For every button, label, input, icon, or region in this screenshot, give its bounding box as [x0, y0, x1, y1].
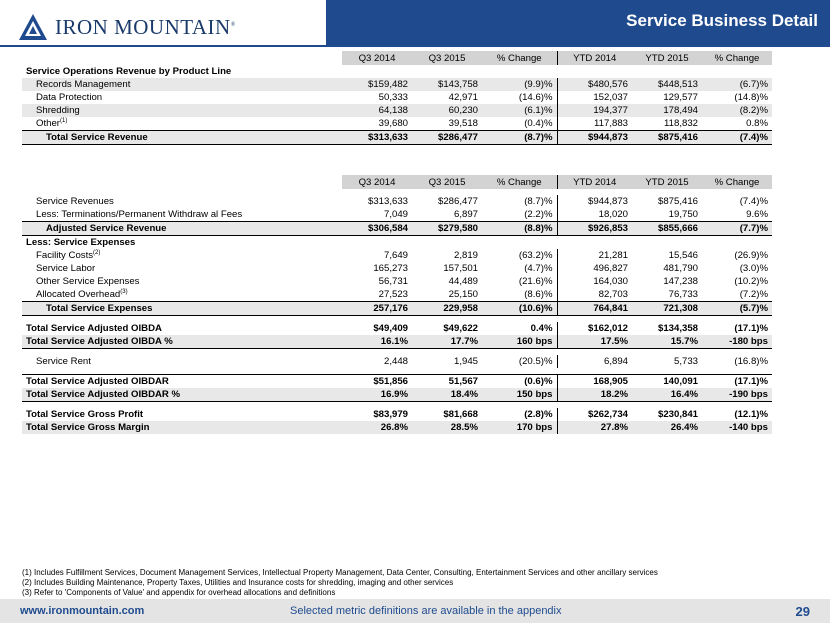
cell: (16.8)% [734, 356, 768, 367]
cell: (10.2)% [734, 276, 768, 287]
cell: 164,030 [593, 276, 628, 287]
table-row [22, 355, 772, 368]
table-row [22, 117, 772, 131]
cell: (0.6)% [482, 375, 557, 389]
oibda-pct-row [22, 335, 772, 349]
cell: $230,841 [657, 409, 698, 420]
table-row [22, 195, 772, 208]
cell: (7.2)% [739, 289, 768, 300]
section-title: Service Operations Revenue by Product Line [26, 66, 232, 77]
oibdar-row [22, 375, 772, 389]
cell: (17.1)% [702, 375, 772, 389]
cell: (4.7)% [482, 262, 557, 275]
cell: 17.5% [557, 335, 632, 349]
section-title: Less: Service Expenses [26, 237, 136, 248]
cell: $162,012 [587, 323, 628, 334]
cell: (3.0)% [739, 263, 768, 274]
footnotes [22, 568, 658, 598]
cell: 118,832 [664, 118, 698, 129]
cell: 64,138 [342, 104, 412, 117]
footnote: (3) Refer to 'Components of Value' and appendix for overhead allocations and definitions [22, 588, 336, 597]
row-label: Total Service Revenue [22, 131, 342, 145]
cell: (5.7)% [702, 302, 772, 316]
cell: 229,958 [412, 302, 482, 316]
table-row [22, 288, 772, 302]
row-label: Total Service Adjusted OIBDAR [22, 375, 342, 389]
column-header: Q3 2015 [412, 175, 482, 189]
cell: 165,273 [373, 263, 408, 274]
cell: 26.8% [342, 421, 412, 434]
oibdar-pct-row [22, 388, 772, 402]
product-line-revenue-table [22, 51, 772, 145]
cell: $286,477 [412, 131, 482, 145]
cell: 15.7% [632, 335, 702, 349]
column-header: % Change [702, 51, 772, 65]
row-label: Service Labor [36, 263, 96, 274]
column-header: % Change [482, 51, 557, 65]
cell: (12.1)% [734, 409, 768, 420]
cell: (8.2)% [702, 104, 772, 117]
cell: $49,622 [443, 323, 478, 334]
cell: 6,897 [453, 209, 478, 220]
cell: 170 bps [482, 421, 557, 434]
title-banner [326, 0, 830, 45]
cell: (14.8)% [734, 92, 768, 103]
cell: (10.6)% [482, 302, 557, 316]
cell: 18,020 [598, 209, 628, 220]
row-label: Facility Costs$^{(2)}$ [36, 249, 101, 261]
cell: 2,819 [453, 250, 478, 261]
cell: (2.8)% [482, 408, 557, 421]
gross-margin-row [22, 421, 772, 434]
cell: (7.4)% [702, 131, 772, 145]
cell: 21,281 [598, 250, 628, 261]
cell: 39,518 [448, 118, 478, 129]
cell: -140 bps [702, 421, 772, 434]
row-label: Service Revenues [36, 196, 114, 207]
cell: $313,633 [342, 131, 412, 145]
row-label: Total Service Adjusted OIBDA [26, 323, 162, 334]
mountain-logo-icon [18, 12, 48, 42]
cell: 7,649 [383, 250, 408, 261]
cell: (6.7)% [702, 78, 772, 91]
cell: 27.8% [557, 421, 632, 434]
cell: 764,841 [557, 302, 632, 316]
cell: (8.7)% [482, 131, 557, 145]
cell: (2.2)% [482, 208, 557, 222]
total-row [22, 131, 772, 145]
cell: $944,873 [557, 131, 632, 145]
footer-bar [0, 599, 830, 623]
table-row [22, 262, 772, 275]
header-divider [0, 45, 830, 47]
cell: (8.8)% [482, 222, 557, 236]
oibda-row [22, 322, 772, 335]
subtotal-row [22, 222, 772, 236]
column-header: % Change [702, 175, 772, 189]
cell: -190 bps [702, 388, 772, 402]
subtotal-row [22, 302, 772, 316]
cell: $81,668 [443, 409, 478, 420]
table-row [22, 104, 772, 117]
website-link[interactable]: www.ironmountain.com [20, 605, 145, 617]
table-row [22, 78, 772, 91]
cell: (17.1)% [734, 323, 768, 334]
footnote: (2) Includes Building Maintenance, Property Taxes, Utilities and Insurance costs for shredding, imaging and other services [22, 578, 454, 587]
footer-note: Selected metric definitions are available in the appendix [290, 605, 562, 617]
cell: 28.5% [412, 421, 482, 434]
cell: 56,731 [378, 276, 408, 287]
cell: 44,489 [448, 276, 478, 287]
cell: $83,979 [373, 409, 408, 420]
cell: (26.9)% [734, 250, 768, 261]
cell: (14.6)% [482, 91, 557, 104]
cell: 168,905 [557, 375, 632, 389]
cell: $143,758 [412, 78, 482, 91]
cell: $49,409 [373, 323, 408, 334]
cell: 18.4% [412, 388, 482, 402]
row-label: Adjusted Service Revenue [22, 222, 342, 236]
column-header: YTD 2015 [632, 175, 702, 189]
cell: 0.4% [482, 322, 557, 335]
cell: 9.6% [746, 209, 768, 220]
cell: 140,091 [632, 375, 702, 389]
table-row [22, 91, 772, 104]
row-label: Less: Terminations/Permanent Withdraw al Fees [36, 209, 243, 220]
cell: 257,176 [342, 302, 412, 316]
cell: 157,501 [443, 263, 478, 274]
row-label: Service Rent [36, 356, 91, 367]
cell: 117,883 [594, 118, 628, 129]
cell: $944,873 [587, 196, 628, 207]
table-header-row [22, 175, 772, 189]
cell: $855,666 [632, 222, 702, 236]
cell: 51,567 [412, 375, 482, 389]
cell: $448,513 [632, 78, 702, 91]
cell: 481,790 [663, 263, 698, 274]
cell: $926,853 [557, 222, 632, 236]
cell: (21.6)% [482, 275, 557, 288]
cell: 19,750 [668, 209, 698, 220]
cell: $286,477 [437, 196, 478, 207]
cell: 25,150 [448, 289, 478, 300]
cell: 15,546 [668, 250, 698, 261]
cell: 39,680 [378, 118, 408, 129]
row-label: Shredding [22, 104, 342, 117]
cell: 178,494 [632, 104, 702, 117]
cell: 18.2% [557, 388, 632, 402]
row-label: Total Service Gross Margin [22, 421, 342, 434]
cell: $313,633 [367, 196, 408, 207]
section-title-row [22, 236, 772, 250]
cell: 26.4% [632, 421, 702, 434]
column-header: % Change [482, 175, 557, 189]
cell: $262,734 [587, 409, 628, 420]
row-label: Total Service Adjusted OIBDA % [22, 335, 342, 349]
cell: 76,733 [668, 289, 698, 300]
row-label: Other$^{(1)}$ [36, 117, 68, 129]
cell: 152,037 [593, 92, 628, 103]
cell: 16.1% [342, 335, 412, 349]
cell: 721,308 [632, 302, 702, 316]
cell: 42,971 [448, 92, 478, 103]
cell: $306,584 [342, 222, 412, 236]
cell: (0.4)% [482, 117, 557, 131]
cell: 27,523 [378, 289, 408, 300]
row-label: Total Service Gross Profit [26, 409, 144, 420]
cell: 150 bps [482, 388, 557, 402]
cell: $51,856 [342, 375, 412, 389]
cell: $134,358 [657, 323, 698, 334]
cell: 147,238 [663, 276, 698, 287]
page-number: 29 [795, 604, 810, 619]
footnote: (1) Includes Fulfillment Services, Document Management Services, Intellectual Property Management, Data Center, Consulting, Entertainment Services and other ancillary services [22, 568, 658, 577]
cell: $279,580 [412, 222, 482, 236]
cell: 2,448 [383, 356, 408, 367]
cell: 6,894 [603, 356, 628, 367]
table-row [22, 275, 772, 288]
cell: 16.9% [342, 388, 412, 402]
cell: 194,377 [557, 104, 632, 117]
column-header: YTD 2015 [632, 51, 702, 65]
cell: $875,416 [632, 131, 702, 145]
cell: (8.7)% [482, 195, 557, 208]
cell: 496,827 [593, 263, 628, 274]
row-label: Records Management [22, 78, 342, 91]
cell: $480,576 [557, 78, 632, 91]
logo-text: IRON MOUNTAIN® [55, 14, 236, 39]
row-label: Total Service Expenses [22, 302, 342, 316]
cell: 5,733 [673, 356, 698, 367]
column-header: YTD 2014 [557, 175, 632, 189]
service-expense-table [22, 175, 772, 434]
cell: (8.6)% [482, 288, 557, 302]
cell: 7,049 [383, 209, 408, 220]
cell: 1,945 [453, 356, 478, 367]
cell: $159,482 [342, 78, 412, 91]
cell: 16.4% [632, 388, 702, 402]
section-title-row [22, 65, 772, 78]
gross-profit-row [22, 408, 772, 421]
cell: (63.2)% [482, 249, 557, 262]
cell: 60,230 [412, 104, 482, 117]
row-label: Other Service Expenses [36, 276, 140, 287]
column-header: Q3 2014 [342, 51, 412, 65]
cell: 129,577 [663, 92, 698, 103]
cell: (7.7)% [702, 222, 772, 236]
cell: 82,703 [598, 289, 628, 300]
cell: (9.9)% [482, 78, 557, 91]
table-row [22, 249, 772, 262]
table-header-row [22, 51, 772, 65]
row-label: Allocated Overhead$^{(3)}$ [36, 288, 128, 300]
table-row [22, 208, 772, 222]
column-header: YTD 2014 [557, 51, 632, 65]
cell: (20.5)% [482, 355, 557, 368]
cell: $875,416 [657, 196, 698, 207]
cell: (6.1)% [482, 104, 557, 117]
cell: 160 bps [482, 335, 557, 349]
page-title: Service Business Detail [626, 11, 818, 30]
cell: 50,333 [378, 92, 408, 103]
company-logo [18, 11, 236, 43]
column-header: Q3 2015 [412, 51, 482, 65]
cell: 0.8% [746, 118, 768, 129]
cell: (7.4)% [739, 196, 768, 207]
cell: 17.7% [412, 335, 482, 349]
row-label: Data Protection [36, 92, 103, 103]
column-header: Q3 2014 [342, 175, 412, 189]
row-label: Total Service Adjusted OIBDAR % [22, 388, 342, 402]
cell: -180 bps [702, 335, 772, 349]
